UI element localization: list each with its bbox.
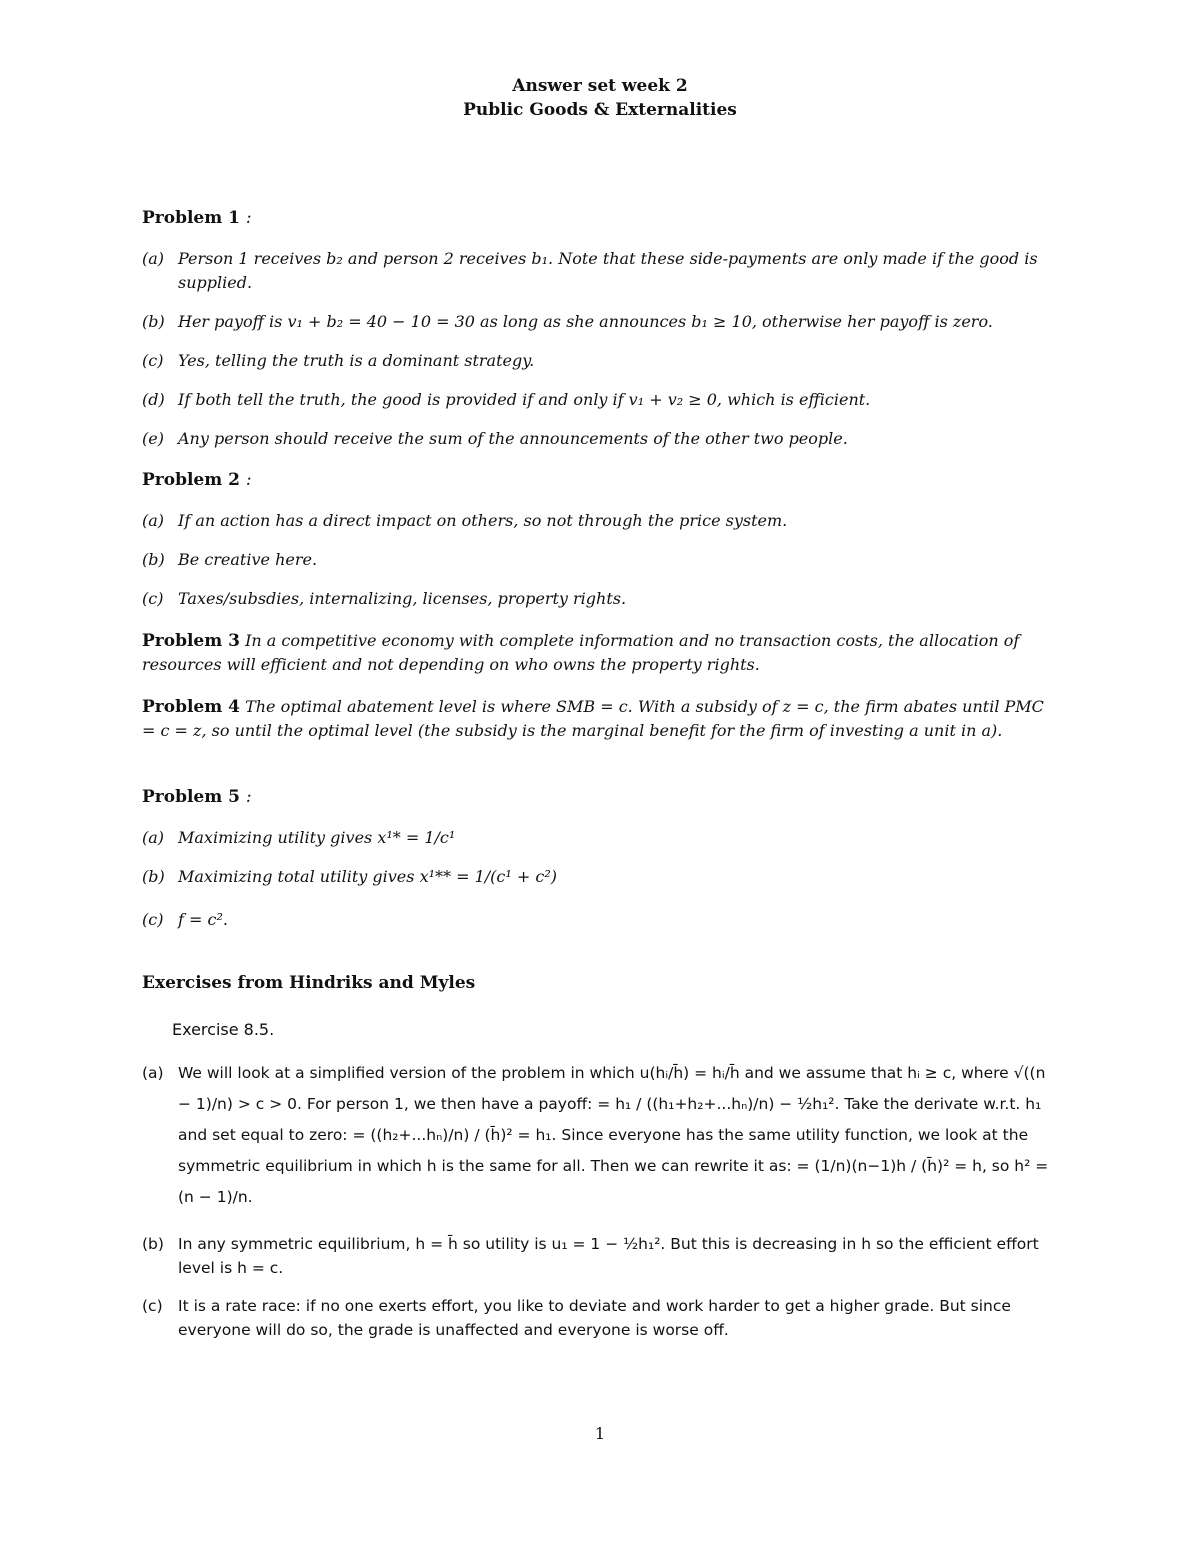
document-title: Answer set week 2 — [512, 76, 688, 96]
page-number: 1 — [594, 1424, 606, 1443]
problem-4 — [142, 695, 1062, 743]
item-text: It is a rate race: if no one exerts effort, you like to deviate and work harder to get a higher grade. But since everyone will do so, the grade is unaffected and everyone is worse off. — [178, 1297, 1011, 1339]
item-text: Any person should receive the sum of the announcements of the other two people. — [178, 429, 848, 448]
item-label: (c) — [142, 351, 164, 370]
problem-3-heading: Problem 3 — [142, 631, 240, 651]
exercise-label: Exercise 8.5. — [172, 1020, 275, 1039]
problem-1-title: Problem 1 — [142, 208, 240, 228]
item-label: (a) — [142, 1064, 164, 1082]
item-label: (b) — [142, 312, 165, 331]
problem-1-item-a — [142, 247, 1062, 295]
item-label: (d) — [142, 390, 165, 409]
item-label: (b) — [142, 1235, 164, 1253]
problem-2-item-b — [142, 548, 1062, 572]
item-label: (c) — [142, 910, 164, 929]
problem-3 — [142, 629, 1062, 677]
problem-2-title: Problem 2 — [142, 470, 240, 490]
item-text: Maximizing utility gives x¹* = 1/c¹ — [178, 828, 456, 847]
item-label: (a) — [142, 511, 165, 530]
problem-1-item-c — [142, 349, 1062, 373]
problem-2-colon: : — [245, 470, 252, 490]
problem-2-item-a — [142, 509, 1062, 533]
problem-2-heading — [142, 470, 252, 490]
item-text: We will look at a simplified version of the problem in which u(hᵢ/h̄) = hᵢ/h̄ and we assume that hᵢ ≥ c, where √((n − 1)/n) > c > 0. For person 1, we then have a payoff: = h₁ / ((h₁+h₂+...hₙ)/n) − ½h₁². Take the derivate w.r.t. h₁ and set equal to zero: = ((h₂+...hₙ)/n) / (h̄)² = h₁. Since everyone has the same utility function, we look at the symmetric equilibrium in which h is the same for all. Then we can rewrite it as: = (1/n)(n−1)h / (h̄)² = h, so h² = (n − 1)/n. — [178, 1064, 1049, 1206]
exercise-item-b — [142, 1232, 1062, 1280]
item-label: (b) — [142, 550, 165, 569]
problem-5-heading — [142, 787, 252, 807]
item-text: If an action has a direct impact on others, so not through the price system. — [178, 511, 788, 530]
item-text: Maximizing total utility gives x¹** = 1/(c¹ + c²) — [178, 867, 557, 886]
item-label: (a) — [142, 828, 165, 847]
problem-4-text: The optimal abatement level is where SMB = c. With a subsidy of z = c, the firm abates until PMC = c = z, so until the optimal level (the subsidy is the marginal benefit for the firm of investing a unit in a). — [142, 697, 1044, 740]
item-label: (c) — [142, 589, 164, 608]
problem-2-item-c — [142, 587, 1062, 611]
item-text: If both tell the truth, the good is provided if and only if v₁ + v₂ ≥ 0, which is efficient. — [178, 390, 871, 409]
item-label: (b) — [142, 867, 165, 886]
item-text: Taxes/subsdies, internalizing, licenses, property rights. — [178, 589, 627, 608]
problem-3-text: In a competitive economy with complete information and no transaction costs, the allocation of resources will efficient and not depending on who owns the property rights. — [142, 631, 1020, 674]
item-text: f = c². — [178, 910, 228, 929]
exercise-item-c — [142, 1294, 1062, 1342]
item-text: Her payoff is v₁ + b₂ = 40 − 10 = 30 as long as she announces b₁ ≥ 10, otherwise her payoff is zero. — [178, 312, 993, 331]
item-text: Be creative here. — [178, 550, 318, 569]
problem-1-heading — [142, 208, 252, 228]
item-text: In any symmetric equilibrium, h = h̄ so utility is u₁ = 1 − ½h₁². But this is decreasing in h so the efficient effort level is h = c. — [178, 1235, 1039, 1277]
item-text: Yes, telling the truth is a dominant strategy. — [178, 351, 535, 370]
problem-1-item-d — [142, 388, 1062, 412]
problem-5-title: Problem 5 — [142, 787, 240, 807]
document-subtitle: Public Goods & Externalities — [463, 100, 737, 120]
item-text: Person 1 receives b₂ and person 2 receives b₁. Note that these side-payments are only made if the good is supplied. — [178, 249, 1038, 292]
problem-1-colon: : — [245, 208, 252, 228]
problem-5-item-a — [142, 826, 1062, 850]
exercises-heading: Exercises from Hindriks and Myles — [142, 973, 476, 993]
problem-5-item-c — [142, 908, 1062, 932]
problem-1-item-b — [142, 310, 1062, 334]
item-label: (c) — [142, 1297, 163, 1315]
item-label: (a) — [142, 249, 165, 268]
exercise-item-a — [142, 1058, 1062, 1213]
problem-5-colon: : — [245, 787, 252, 807]
item-label: (e) — [142, 429, 164, 448]
problem-5-item-b — [142, 865, 1062, 889]
problem-1-item-e — [142, 427, 1062, 451]
problem-4-heading: Problem 4 — [142, 697, 240, 717]
